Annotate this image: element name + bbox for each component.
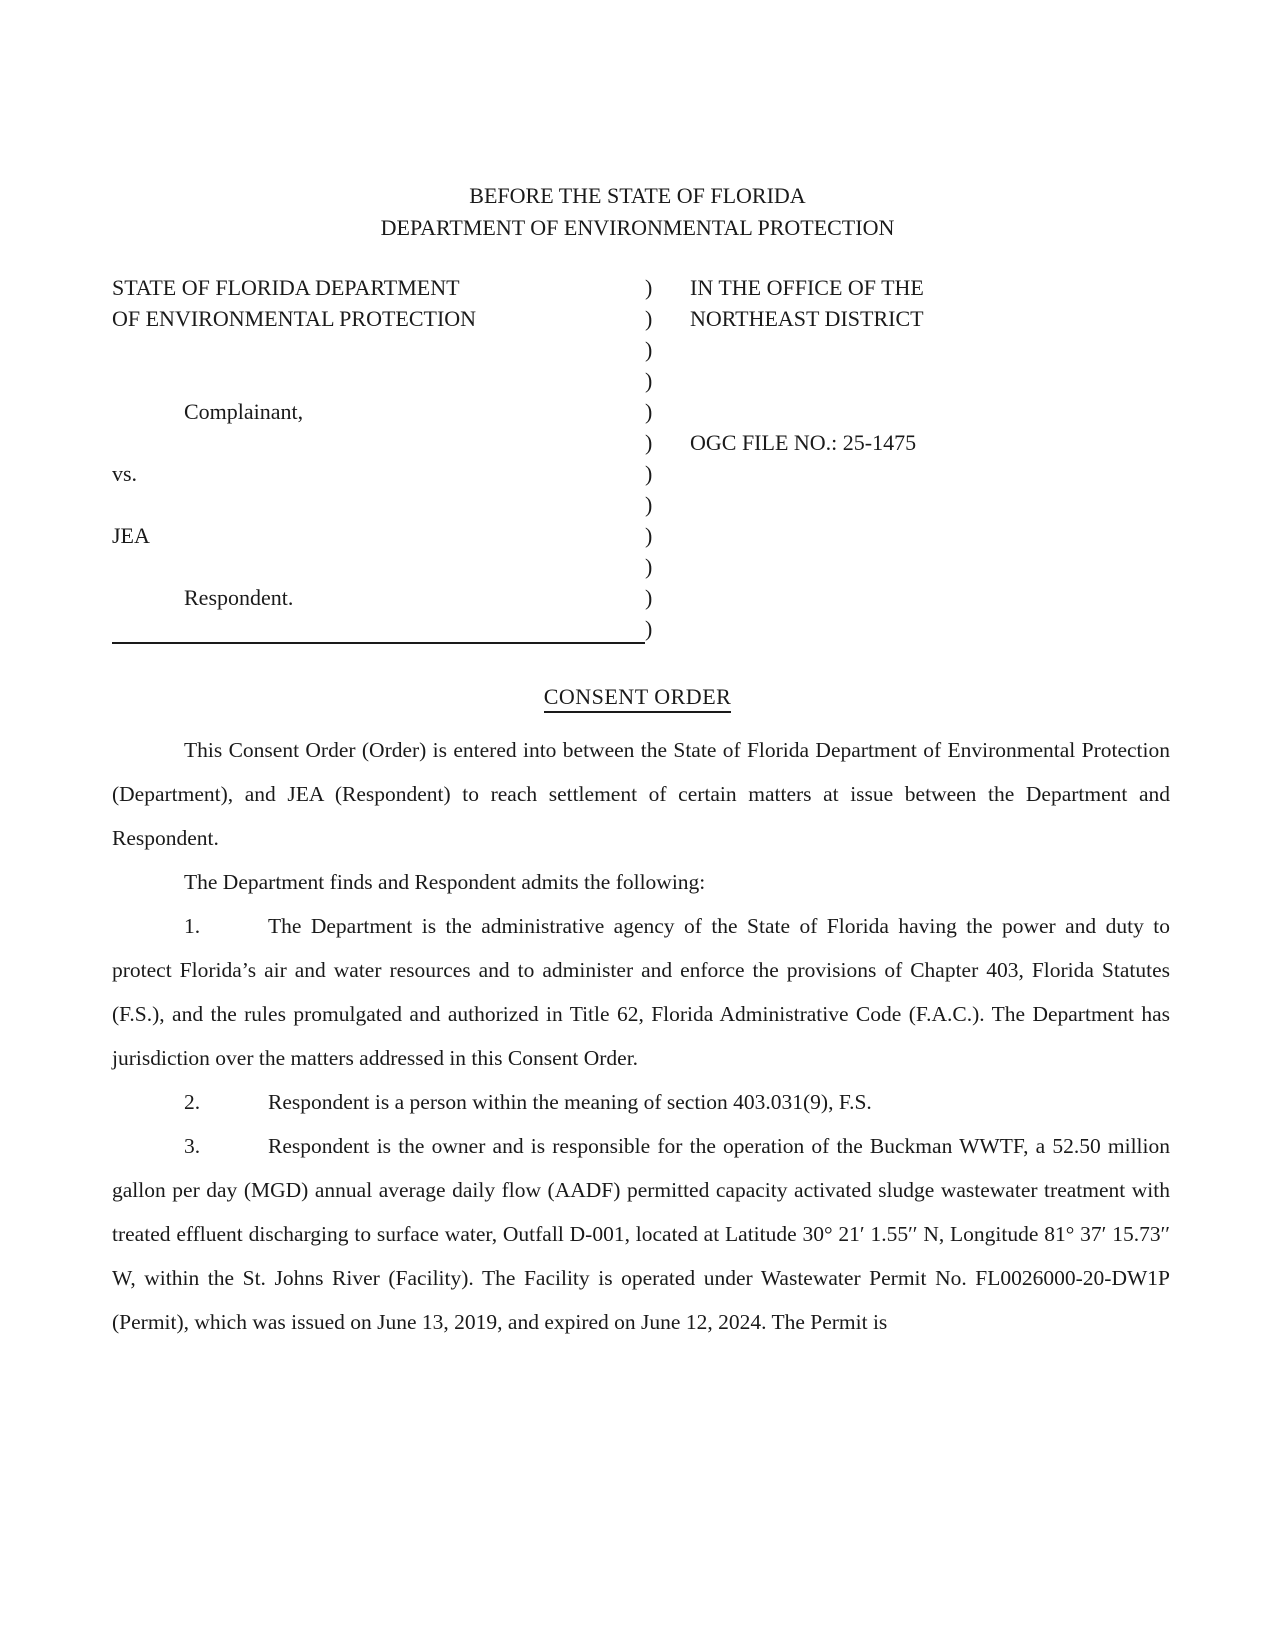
caption-paren: ): [645, 461, 653, 486]
office-line-2: NORTHEAST DISTRICT: [690, 306, 924, 331]
caption-paren: ): [645, 306, 653, 331]
caption-empty-cell: [690, 458, 1170, 489]
caption-paren: ): [645, 275, 653, 300]
caption-empty-cell: [690, 582, 1170, 613]
document-title-text: CONSENT ORDER: [544, 684, 732, 713]
office-line-1: IN THE OFFICE OF THE: [690, 275, 924, 300]
court-header: [0, 180, 1275, 244]
paragraph-1-number: 1.: [184, 914, 201, 938]
paragraph-1-text: The Department is the administrative agency of the State of Florida having the power and duty to protect Florida’s air and water resources and to administer and enforce the provisions of Chapter 403, Florida Statutes (F.S.), and the rules promulgated and authorized in Title 62, Florida Administrative Code (F.A.C.). The Department has jurisdiction over the matters addressed in this Consent Order.: [112, 914, 1170, 1070]
caption-paren: ): [645, 368, 653, 393]
document-title: [0, 680, 1275, 714]
caption-empty-cell: [690, 365, 1170, 396]
caption-empty-cell: [112, 334, 645, 365]
complainant-name-line-2: OF ENVIRONMENTAL PROTECTION: [112, 306, 477, 331]
caption-paren: ): [645, 616, 653, 641]
court-header-line-2: DEPARTMENT OF ENVIRONMENTAL PROTECTION: [380, 215, 895, 240]
paragraph-3-number: 3.: [184, 1134, 201, 1158]
ogc-file-number: OGC FILE NO.: 25-1475: [690, 430, 917, 455]
paragraph-2-text: Respondent is a person within the meaning of section 403.031(9), F.S.: [268, 1090, 872, 1114]
caption-paren: ): [645, 337, 653, 362]
caption-row: [112, 396, 1170, 427]
caption-empty-cell: [112, 365, 645, 396]
paragraph-1: [112, 904, 1170, 1080]
paragraph-intro: [112, 728, 1170, 860]
caption-empty-cell: [690, 613, 1170, 644]
caption-empty-cell: [690, 396, 1170, 427]
caption-empty-cell: [690, 520, 1170, 551]
caption-row: [112, 489, 1170, 520]
case-caption: [0, 272, 1275, 644]
paragraph-intro-text: This Consent Order (Order) is entered into between the State of Florida Department of Environmental Protection (Department), and JEA (Respondent) to reach settlement of certain matters at issue between the Department and Respondent.: [112, 738, 1170, 850]
caption-paren: ): [645, 399, 653, 424]
caption-paren: ): [645, 523, 653, 548]
caption-empty-cell: [112, 551, 645, 582]
paragraph-3: [112, 1124, 1170, 1344]
court-header-line-1: BEFORE THE STATE OF FLORIDA: [469, 183, 806, 208]
document-body: [0, 728, 1275, 1344]
caption-paren: ): [645, 554, 653, 579]
respondent-designation: Respondent.: [184, 585, 294, 610]
caption-row: [112, 582, 1170, 613]
caption-paren: ): [645, 492, 653, 517]
caption-empty-cell: [690, 334, 1170, 365]
paragraph-2: [112, 1080, 1170, 1124]
caption-empty-cell: [112, 489, 645, 520]
paragraph-findings-lead: [112, 860, 1170, 904]
complainant-name-line-1: STATE OF FLORIDA DEPARTMENT: [112, 275, 460, 300]
complainant-designation: Complainant,: [184, 399, 304, 424]
respondent-name: JEA: [112, 523, 150, 548]
paragraph-findings-lead-text: The Department finds and Respondent admits the following:: [184, 870, 706, 894]
caption-empty-cell: [690, 551, 1170, 582]
caption-row: [112, 365, 1170, 396]
caption-empty-cell: [112, 427, 645, 458]
caption-row: [112, 520, 1170, 551]
vs-label: vs.: [112, 461, 138, 486]
caption-row: [112, 551, 1170, 582]
caption-paren: ): [645, 585, 653, 610]
caption-row: [112, 613, 1170, 644]
caption-paren: ): [645, 430, 653, 455]
caption-row: [112, 303, 1170, 334]
caption-row: [112, 272, 1170, 303]
caption-rule: [112, 613, 645, 644]
paragraph-3-text: Respondent is the owner and is responsible for the operation of the Buckman WWTF, a 52.50 million gallon per day (MGD) annual average daily flow (AADF) permitted capacity activated sludge wastewater treatment with treated effluent discharging to surface water, Outfall D-001, located at Latitude 30° 21′ 1.55′′ N, Longitude 81° 37′ 15.73′′ W, within the St. Johns River (Facility). The Facility is operated under Wastewater Permit No. FL0026000-20-DW1P (Permit), which was issued on June 13, 2019, and expired on June 12, 2024. The Permit is: [112, 1134, 1170, 1334]
caption-empty-cell: [690, 489, 1170, 520]
caption-row: [112, 458, 1170, 489]
caption-row: [112, 427, 1170, 458]
paragraph-2-number: 2.: [184, 1090, 201, 1114]
caption-row: [112, 334, 1170, 365]
